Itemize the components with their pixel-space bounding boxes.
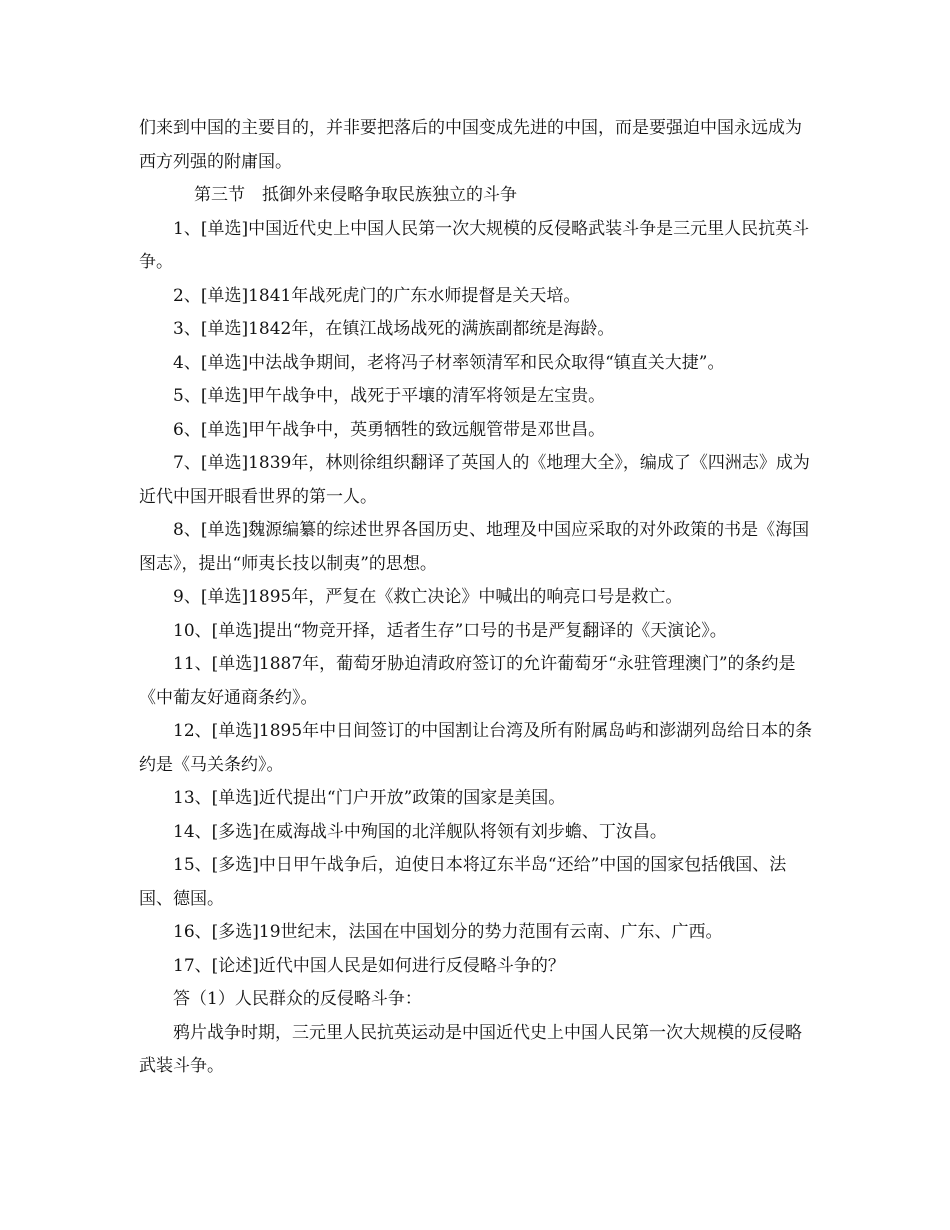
answer-heading: 答（1）人民群众的反侵略斗争： [173, 989, 422, 1009]
paragraph-continuation: 们来到中国的主要目的，并非要把落后的中国变成先进的中国，而是要强迫中国永远成为西方列强的附庸国。 [139, 118, 802, 172]
question-4: 4、[单选]中法战争期间，老将冯子材率领清军和民众取得“镇直关大捷”。 [173, 352, 725, 373]
question-10: 10、[单选]提出“物竞开择，适者生存”口号的书是严复翻译的《天演论》。 [173, 620, 727, 641]
question-13: 13、[单选]近代提出“门户开放”政策的国家是美国。 [173, 788, 566, 808]
question-5: 5、[单选]甲午战争中，战死于平壤的清军将领是左宝贵。 [173, 386, 606, 406]
question-1: 1、[单选]中国近代史上中国人民第一次大规模的反侵略武装斗争是三元里人民抗英斗争。 [139, 218, 810, 272]
question-12: 12、[单选]1895年中日间签订的中国割让台湾及所有附属岛屿和澎湖列岛给日本的条约是《马关条约》。 [139, 721, 813, 775]
question-11: 11、[单选]1887年，葡萄牙胁迫清政府签订的允许葡萄牙“永驻管理澳门”的条约是《中葡友好通商条约》。 [139, 654, 796, 708]
answer-paragraph: 鸦片战争时期，三元里人民抗英运动是中国近代史上中国人民第一次大规模的反侵略武装斗争。 [139, 1022, 802, 1076]
question-6: 6、[单选]甲午战争中，英勇牺牲的致远舰管带是邓世昌。 [173, 419, 606, 440]
question-14: 14、[多选]在威海战斗中殉国的北洋舰队将领有刘步蟾、丁汝昌。 [173, 821, 667, 842]
question-9: 9、[单选]1895年，严复在《救亡决论》中喊出的响亮口号是救亡。 [173, 587, 683, 607]
question-17: 17、[论述]近代中国人民是如何进行反侵略斗争的？ [173, 955, 565, 976]
question-8: 8、[单选]魏源编纂的综述世界各国历史、地理及中国应采取的对外政策的书是《海国图志》，提出“师夷长技以制夷”的思想。 [139, 520, 810, 574]
question-15: 15、[多选]中日甲午战争后，迫使日本将辽东半岛“还给”中国的国家包括俄国、法国、德国。 [139, 855, 787, 909]
section-heading: 第三节 抵御外来侵略争取民族独立的斗争 [194, 185, 517, 205]
question-2: 2、[单选]1841年战死虎门的广东水师提督是关天培。 [173, 285, 581, 306]
document-body [139, 112, 814, 1084]
question-7: 7、[单选]1839年，林则徐组织翻译了英国人的《地理大全》，编成了《四洲志》成为近代中国开眼看世界的第一人。 [139, 453, 810, 507]
question-3: 3、[单选]1842年，在镇江战场战死的满族副都统是海龄。 [173, 319, 615, 339]
question-16: 16、[多选]19世纪末，法国在中国划分的势力范围有云南、广东、广西。 [173, 922, 723, 942]
